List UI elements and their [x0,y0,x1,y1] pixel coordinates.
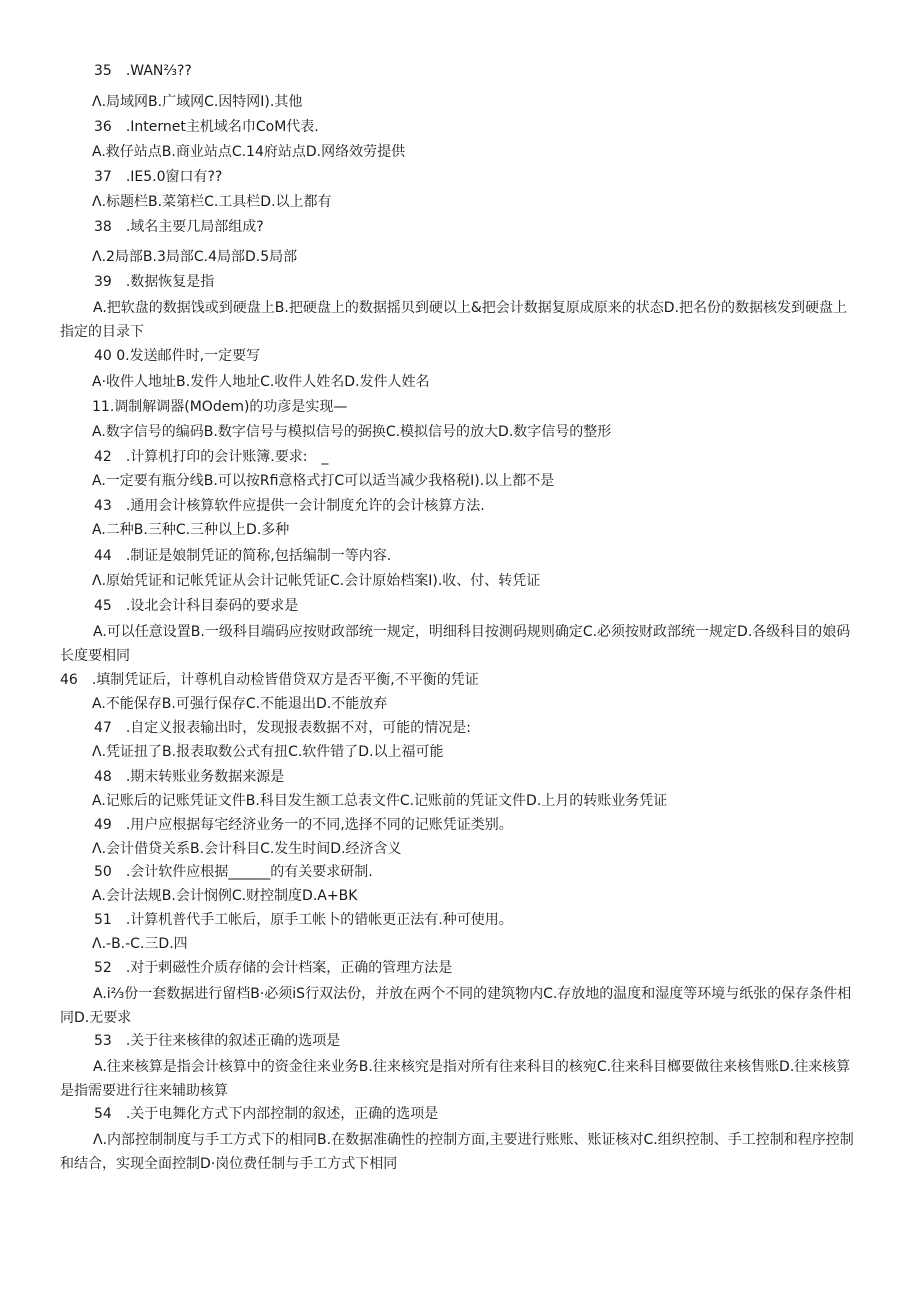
options-46: A.不能保存B.可强行保存C.不能退出D.不能放弃 [92,696,388,712]
question-43: 43 .通用会计核算软件应提供一会计制度允许的会计核算方法. [94,498,485,514]
question-35: 35 .WAN⅔?? [94,63,192,79]
question-44: 44 .制证是娘制凭证的简称,包括编制一等内容. [94,548,392,564]
question-40: 40 0.发送邮件时,一定要写 [94,348,261,364]
options-39: A.把软盘的数据饯或到硬盘上B.把硬盘上的数据摇贝到硬以上&把会计数据复原成原来的状态D.把名份的数据核发到硬盘上指定的目录下 [60,300,847,340]
question-48: 48 .期末转账业务数据来源是 [94,769,285,785]
options-48: A.记账后的记账凭证文件B.科目发生额工总表文件C.记账前的凭证文件D.上月的转账业务凭证 [92,793,668,809]
question-51: 51 .计算机普代手工帐后，原手工帐卜的错帐更正法有.种可使用。 [94,912,513,928]
question-39: 39 .数据恢复是指 [94,274,215,290]
question-52: 52 .对于剌磁性介质存储的会计档案，正确的管理方法是 [94,960,453,976]
options-47: Λ.凭证扭了B.报表取数公式有扭C.软件错了D.以上福可能 [92,744,444,760]
question-53: 53 .关于往来核律的叙述正确的选项是 [94,1033,341,1049]
question-41: 11.调制解调器(MOdem)的功彦是实现— [92,399,348,415]
question-36: 36 .Internet主机域名巾CoM代表. [94,119,319,135]
options-37: Λ.标题栏B.菜第栏C.工具栏D.以上都有 [92,194,332,210]
options-51: Λ.-B.-C.三D.四 [92,936,188,952]
options-40: A·收件人地址B.发件人地址C.收件人姓名D.发件人姓名 [92,374,430,390]
question-50: 50 .会计软件应根据______的有关要求研制. [94,864,373,880]
question-38: 38 .域名主要几局部组成? [94,219,264,235]
options-45: A.可以任意设置B.一级科目端码应按财政部统一规定，明细科目按測码规则确定C.必须按财政部统一规定D.各级科目的娘码长度要相同 [60,624,851,664]
options-35: Λ.局域网B.广域网C.因特网I).其他 [92,94,303,110]
options-36: A.救仔站点B.商业站点C.14府站点D.网络效劳提供 [92,144,406,160]
options-54: Λ.内部控制制度与手工方式下的相同B.在数据准确性的控制方面,主要进行账账、账证核对C.组织控制、手工控制和程序控制和结合，实现全面控制D·岗位费任制与手工方式下相同 [60,1132,854,1172]
question-37: 37 .IE5.0窗口有?? [94,169,223,185]
question-42: 42 .计算机打印的会计账簿.要求: _ [94,449,329,465]
question-45: 45 .设北会计科目泰码的要求是 [94,598,299,614]
options-44: Λ.原始凭证和记帐凭证从会计记帐凭证C.会计原始档案I).收、付、转凭证 [92,573,541,589]
options-49: Λ.会计借贷关系B.会计科目C.发生时间D.经济含义 [92,841,402,857]
question-46: 46 .填制凭证后，计尊机自动检皆借贷双方是否平衡,不平衡的凭证 [60,672,479,688]
question-54: 54 .关于电舞化方式下内部控制的叙述，正确的选项是 [94,1106,439,1122]
options-41: A.数字信号的编码B.数字信号与模拟信号的弼换C.模拟信号的放大D.数字信号的整形 [92,424,612,440]
options-42: A.一定要有瓶分线B.可以按Rfi意格式打C可以适当减少我格税I).以上都不是 [92,473,555,489]
options-43: A.二种B.三种C.三种以上D.多种 [92,522,290,538]
options-50: A.会计法规B.会计悯例C.财控制度D.A+BK [92,888,358,904]
question-47: 47 .自定义报表输出时，发现报表数据不对，可能的情况是: [94,720,471,736]
options-53: A.往来核算是指会计核算中的资金往来业务B.往来核究是指对所有往来科目的核宛C.往来科目榔要做往来核售账D.往来核算是指需要进行往来辅助核算 [60,1059,851,1099]
options-38: Λ.2局部B.3局部C.4局部D.5局部 [92,249,298,265]
options-52: A.i⅔份一套数据进行留档B·必须iS行双法份，并放在两个不同的建筑物内C.存放地的温度和湿度等环境与纸张的保存条件相同D.无要求 [60,986,852,1026]
question-49: 49 .用户应根据每宅经济业务一的不同,选择不同的记账凭证类别。 [94,817,513,833]
